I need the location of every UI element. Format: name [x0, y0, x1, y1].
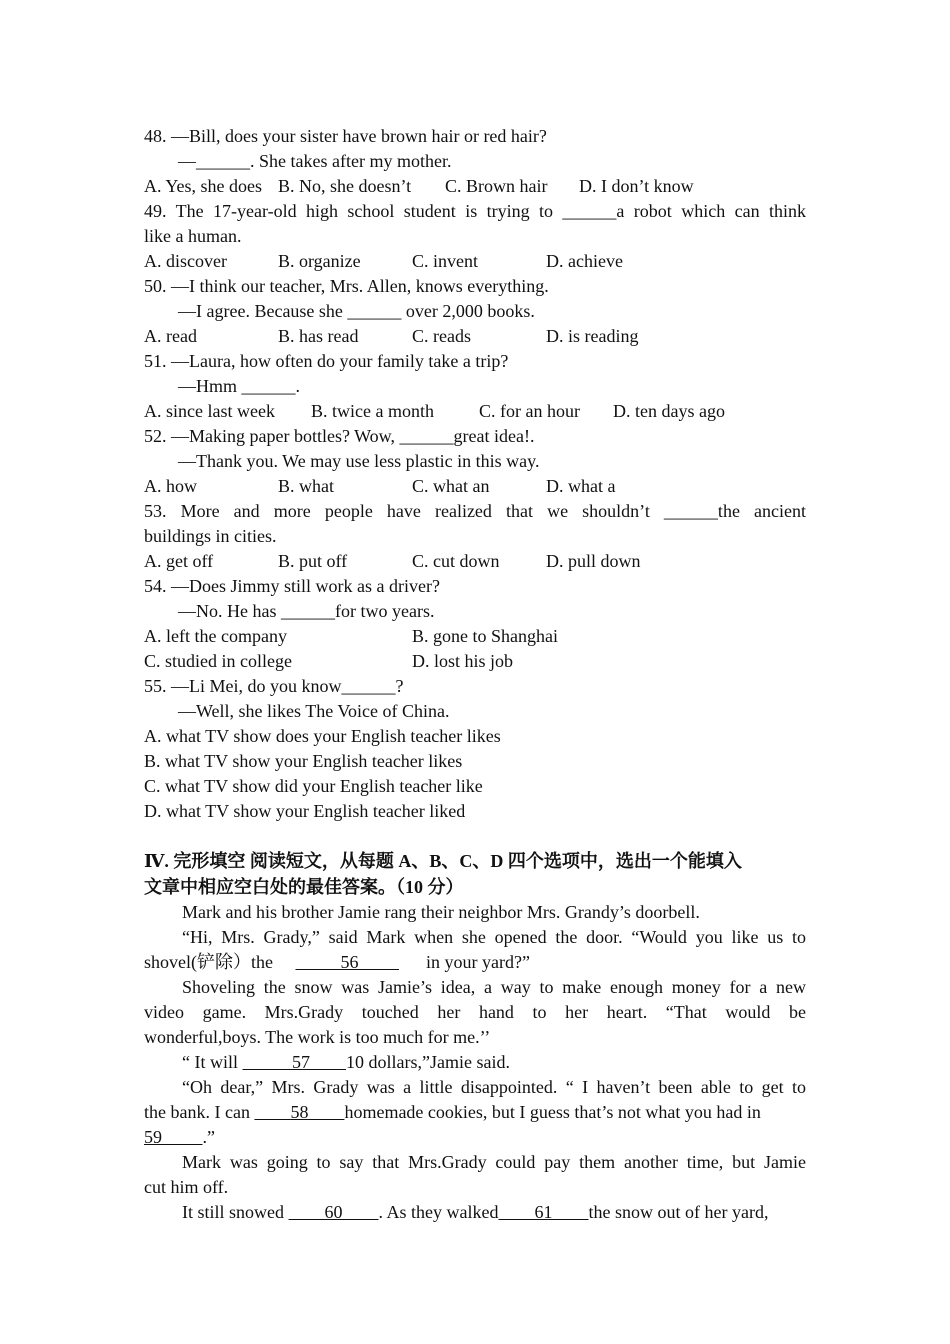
question-51-options [144, 399, 806, 424]
blank-58 [254, 1100, 344, 1125]
worksheet-content [144, 124, 806, 1225]
option-b: B. No, she doesn’t [278, 176, 412, 196]
blank-59 [144, 1125, 203, 1150]
question-54-options-row2 [144, 649, 806, 674]
option-c: C. reads [412, 326, 471, 346]
question-54-options-row1 [144, 624, 806, 649]
option-c: C. Brown hair [445, 176, 548, 196]
option-a: A. Yes, she does [144, 176, 263, 196]
option-b: B. organize [278, 251, 361, 271]
option-a: A. since last week [144, 401, 275, 421]
option-c: C. cut down [412, 551, 500, 571]
passage-paragraph-6-line1: Mark was going to say that Mrs.Grady could pay them another time, but Jamie [182, 1152, 806, 1172]
blank-number: 56 [340, 952, 359, 972]
question-53-stem-line1: 53. More and more people have realized that we shouldn’t ______the ancient [144, 501, 806, 521]
passage-text: “ It will [182, 1052, 238, 1072]
option-a: A. read [144, 326, 197, 346]
option-d: D. what a [546, 476, 616, 496]
spacer [144, 824, 806, 848]
question-54-stem: 54. —Does Jimmy still work as a driver? [144, 576, 440, 596]
passage-text: homemade cookies, but I guess that’s not what you had in [344, 1102, 761, 1122]
question-52-stem: 52. —Making paper bottles? Wow, ______great idea!. [144, 426, 535, 446]
passage-text: the bank. I can [144, 1102, 250, 1122]
passage-paragraph-5-line3 [144, 1125, 806, 1150]
option-b: B. gone to Shanghai [412, 626, 558, 646]
section-heading-line1: Ⅳ. 完形填空 阅读短文，从每题 A、B、C、D 四个选项中，选出一个能填入 [144, 851, 742, 871]
option-b: B. what TV show your English teacher likes [144, 751, 463, 771]
question-55-stem: 55. —Li Mei, do you know______? [144, 676, 404, 696]
passage-text: 10 dollars,”Jamie said. [346, 1052, 510, 1072]
option-a: A. discover [144, 251, 227, 271]
passage-paragraph-3-line3: wonderful,boys. The work is too much for me.’’ [144, 1027, 491, 1047]
passage-text: the snow out of her yard, [588, 1202, 769, 1222]
question-50-options [144, 324, 806, 349]
passage-paragraph-6-line2: cut him off. [144, 1177, 229, 1197]
question-53-options [144, 549, 806, 574]
option-b: B. what [278, 476, 334, 496]
option-a: A. left the company [144, 626, 287, 646]
blank-number: 60 [324, 1202, 343, 1222]
question-51-reply: —Hmm ______. [178, 376, 301, 396]
passage-text: in your yard?” [425, 952, 530, 972]
passage-paragraph-4 [144, 1050, 806, 1075]
question-49-stem-line1: 49. The 17-year-old high school student is trying to ______a robot which can think [144, 201, 806, 221]
option-d: D. achieve [546, 251, 623, 271]
section-heading-line2: 文章中相应空白处的最佳答案。（10 分） [144, 877, 464, 897]
blank-57 [243, 1050, 347, 1075]
option-c: C. what TV show did your English teacher like [144, 776, 483, 796]
question-51-stem: 51. —Laura, how often do your family take a trip? [144, 351, 509, 371]
blank-number: 59 [144, 1127, 162, 1147]
question-49-stem-line2: like a human. [144, 226, 242, 246]
passage-paragraph-2-line1: “Hi, Mrs. Grady,” said Mark when she opened the door. “Would you like us to [182, 927, 806, 947]
option-b: B. twice a month [311, 401, 434, 421]
question-48-reply: —______. She takes after my mother. [178, 151, 452, 171]
passage-paragraph-1: Mark and his brother Jamie rang their neighbor Mrs. Grandy’s doorbell. [182, 902, 700, 922]
option-c: C. for an hour [479, 401, 580, 421]
option-b: B. put off [278, 551, 348, 571]
blank-56 [295, 950, 399, 975]
question-49-options [144, 249, 806, 274]
option-d: D. I don’t know [579, 176, 694, 196]
passage-text: .” [202, 1127, 215, 1147]
option-d: D. what TV show your English teacher liked [144, 801, 466, 821]
question-54-reply: —No. He has ______for two years. [178, 601, 435, 621]
passage-paragraph-3-line2: video game. Mrs.Grady touched her hand to her heart. “That would be [144, 1002, 806, 1022]
option-a: A. what TV show does your English teacher likes [144, 726, 501, 746]
passage-text: . As they walked [378, 1202, 499, 1222]
option-a: A. how [144, 476, 197, 496]
blank-number: 57 [292, 1052, 310, 1072]
question-55-reply: —Well, she likes The Voice of China. [178, 701, 450, 721]
passage-paragraph-2-line2 [144, 950, 806, 975]
option-b: B. has read [278, 326, 359, 346]
question-50-reply: —I agree. Because she ______ over 2,000 books. [178, 301, 535, 321]
question-48-options [144, 174, 806, 199]
option-c: C. what an [412, 476, 490, 496]
passage-paragraph-5-line1: “Oh dear,” Mrs. Grady was a little disappointed. “ I haven’t been able to get to [182, 1077, 806, 1097]
question-52-reply: —Thank you. We may use less plastic in this way. [178, 451, 540, 471]
option-d: D. ten days ago [613, 401, 725, 421]
question-53-stem-line2: buildings in cities. [144, 526, 277, 546]
option-c: C. invent [412, 251, 478, 271]
option-d: D. lost his job [412, 651, 514, 671]
passage-paragraph-5-line2 [144, 1100, 806, 1125]
passage-text: It still snowed [182, 1202, 284, 1222]
blank-number: 58 [290, 1102, 309, 1122]
question-50-stem: 50. —I think our teacher, Mrs. Allen, knows everything. [144, 276, 549, 296]
option-a: A. get off [144, 551, 214, 571]
question-52-options [144, 474, 806, 499]
passage-paragraph-3-line1: Shoveling the snow was Jamie’s idea, a way to make enough money for a new [182, 977, 806, 997]
blank-61 [498, 1200, 588, 1225]
blank-number: 61 [534, 1202, 553, 1222]
blank-60 [289, 1200, 379, 1225]
question-48-stem: 48. —Bill, does your sister have brown hair or red hair? [144, 126, 547, 146]
passage-text: shovel(铲除）the [144, 952, 273, 972]
option-d: D. is reading [546, 326, 639, 346]
option-d: D. pull down [546, 551, 641, 571]
passage-paragraph-7 [144, 1200, 806, 1225]
option-c: C. studied in college [144, 651, 292, 671]
